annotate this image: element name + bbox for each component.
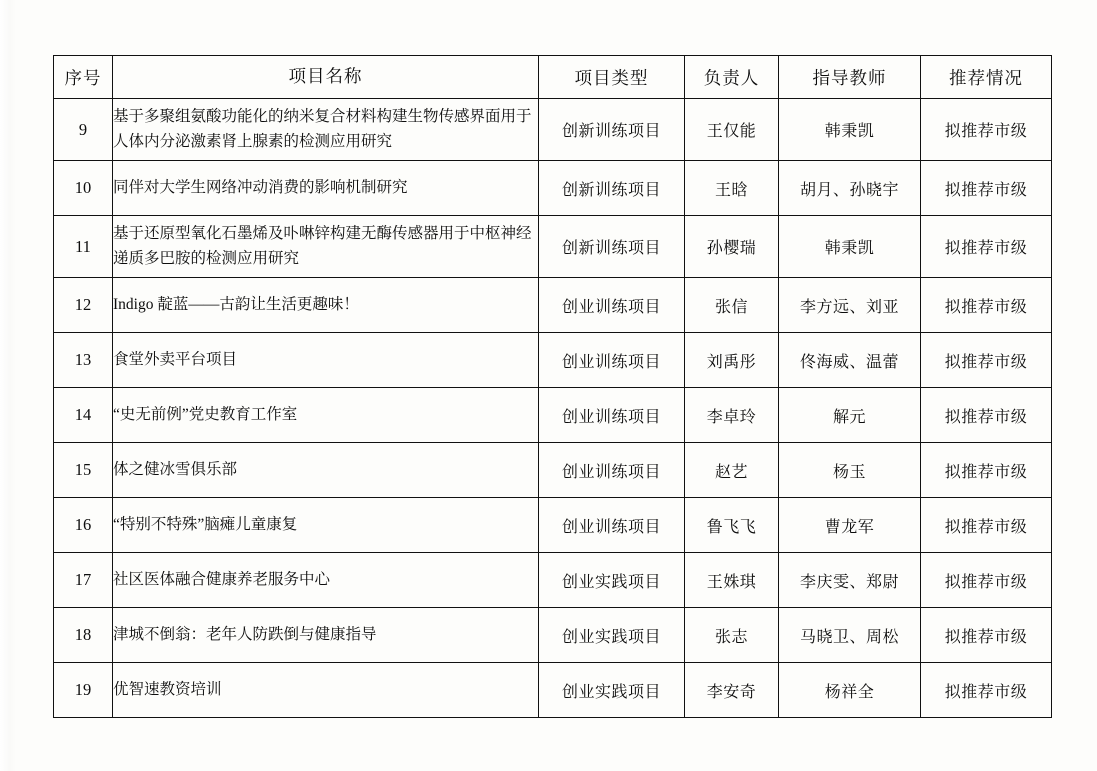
cell-teacher: 李方远、刘亚	[779, 278, 921, 333]
cell-project-type: 创业实践项目	[539, 663, 685, 718]
table-body	[54, 99, 1052, 718]
cell-teacher: 胡月、孙晓宇	[779, 161, 921, 216]
cell-project-name: Indigo 靛蓝——古韵让生活更趣味！	[113, 278, 539, 333]
table-row	[54, 608, 1052, 663]
cell-teacher: 解元	[779, 388, 921, 443]
cell-teacher: 韩秉凯	[779, 99, 921, 161]
cell-no: 18	[54, 608, 113, 663]
cell-no: 17	[54, 553, 113, 608]
cell-no: 11	[54, 216, 113, 278]
cell-project-name: 体之健冰雪俱乐部	[113, 443, 539, 498]
cell-teacher: 马晓卫、周松	[779, 608, 921, 663]
cell-leader: 王晗	[685, 161, 779, 216]
header-project-name: 项目名称	[113, 56, 539, 99]
cell-project-type: 创业训练项目	[539, 333, 685, 388]
cell-no: 13	[54, 333, 113, 388]
cell-project-name: “史无前例”党史教育工作室	[113, 388, 539, 443]
table-row	[54, 498, 1052, 553]
cell-project-type: 创业训练项目	[539, 278, 685, 333]
cell-project-name: “特别不特殊”脑瘫儿童康复	[113, 498, 539, 553]
cell-teacher: 曹龙军	[779, 498, 921, 553]
cell-leader: 张志	[685, 608, 779, 663]
cell-recommendation: 拟推荐市级	[921, 216, 1052, 278]
cell-leader: 鲁飞飞	[685, 498, 779, 553]
cell-no: 10	[54, 161, 113, 216]
cell-recommendation: 拟推荐市级	[921, 663, 1052, 718]
cell-project-type: 创新训练项目	[539, 99, 685, 161]
cell-no: 15	[54, 443, 113, 498]
cell-project-name: 基于还原型氧化石墨烯及卟啉锌构建无酶传感器用于中枢神经递质多巴胺的检测应用研究	[113, 216, 539, 278]
cell-no: 12	[54, 278, 113, 333]
cell-project-type: 创业实践项目	[539, 608, 685, 663]
cell-project-name: 同伴对大学生网络冲动消费的影响机制研究	[113, 161, 539, 216]
cell-leader: 赵艺	[685, 443, 779, 498]
table-header	[54, 56, 1052, 99]
cell-project-type: 创新训练项目	[539, 216, 685, 278]
cell-teacher: 杨玉	[779, 443, 921, 498]
table-row	[54, 278, 1052, 333]
cell-leader: 王姝琪	[685, 553, 779, 608]
cell-no: 9	[54, 99, 113, 161]
header-leader: 负责人	[685, 56, 779, 99]
table-row	[54, 333, 1052, 388]
table-row	[54, 388, 1052, 443]
cell-project-type: 创业实践项目	[539, 553, 685, 608]
header-project-type: 项目类型	[539, 56, 685, 99]
cell-leader: 李安奇	[685, 663, 779, 718]
table-row	[54, 99, 1052, 161]
cell-recommendation: 拟推荐市级	[921, 278, 1052, 333]
table-container	[53, 55, 1045, 718]
cell-project-name: 津城不倒翁：老年人防跌倒与健康指导	[113, 608, 539, 663]
cell-no: 14	[54, 388, 113, 443]
cell-no: 16	[54, 498, 113, 553]
cell-recommendation: 拟推荐市级	[921, 333, 1052, 388]
cell-recommendation: 拟推荐市级	[921, 498, 1052, 553]
cell-teacher: 杨祥全	[779, 663, 921, 718]
table-row	[54, 161, 1052, 216]
cell-teacher: 韩秉凯	[779, 216, 921, 278]
cell-recommendation: 拟推荐市级	[921, 388, 1052, 443]
cell-project-type: 创业训练项目	[539, 443, 685, 498]
table-row	[54, 216, 1052, 278]
cell-recommendation: 拟推荐市级	[921, 443, 1052, 498]
cell-no: 19	[54, 663, 113, 718]
cell-project-type: 创业训练项目	[539, 388, 685, 443]
table-row	[54, 553, 1052, 608]
cell-project-name: 社区医体融合健康养老服务中心	[113, 553, 539, 608]
cell-recommendation: 拟推荐市级	[921, 99, 1052, 161]
cell-recommendation: 拟推荐市级	[921, 161, 1052, 216]
table-row	[54, 443, 1052, 498]
cell-project-name: 食堂外卖平台项目	[113, 333, 539, 388]
table-header-row	[54, 56, 1052, 99]
header-recommendation: 推荐情况	[921, 56, 1052, 99]
cell-teacher: 李庆雯、郑尉	[779, 553, 921, 608]
cell-leader: 李卓玲	[685, 388, 779, 443]
cell-project-type: 创业训练项目	[539, 498, 685, 553]
cell-project-name: 基于多聚组氨酸功能化的纳米复合材料构建生物传感界面用于人体内分泌激素肾上腺素的检测应用研究	[113, 99, 539, 161]
project-list-table	[53, 55, 1052, 718]
cell-leader: 王仅能	[685, 99, 779, 161]
cell-leader: 孙樱瑞	[685, 216, 779, 278]
cell-teacher: 佟海威、温蕾	[779, 333, 921, 388]
header-teacher: 指导教师	[779, 56, 921, 99]
table-row	[54, 663, 1052, 718]
cell-leader: 张信	[685, 278, 779, 333]
header-no: 序号	[54, 56, 113, 99]
cell-leader: 刘禹彤	[685, 333, 779, 388]
cell-recommendation: 拟推荐市级	[921, 553, 1052, 608]
cell-project-type: 创新训练项目	[539, 161, 685, 216]
cell-recommendation: 拟推荐市级	[921, 608, 1052, 663]
cell-project-name: 优智速教资培训	[113, 663, 539, 718]
